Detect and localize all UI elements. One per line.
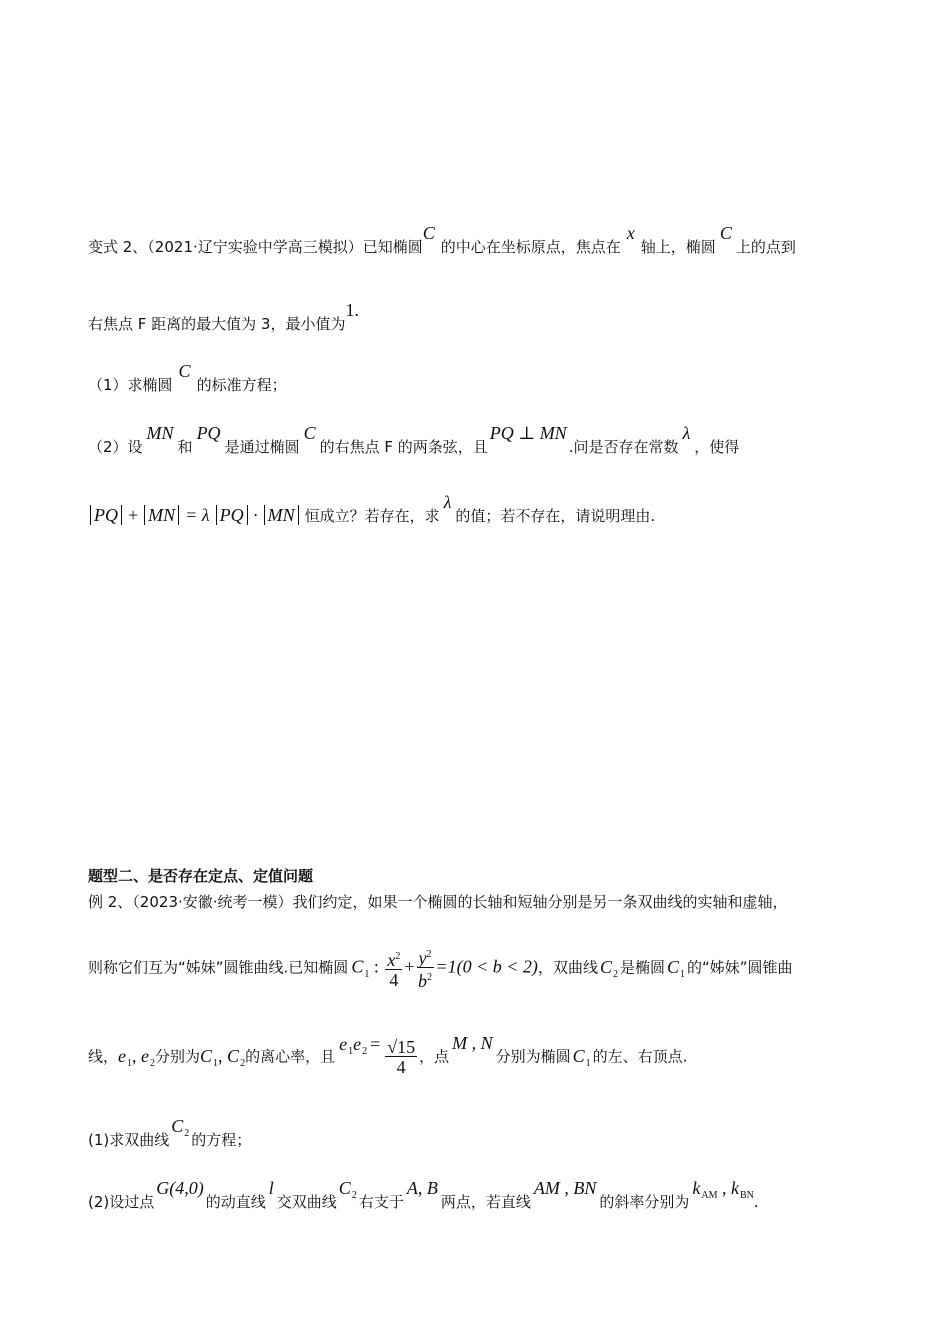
math-sub: 1 <box>364 968 370 980</box>
math-C: C <box>227 1045 240 1066</box>
math-k: k <box>730 1178 739 1198</box>
text: 的动直线 <box>205 1193 266 1211</box>
math-C: C <box>572 1045 585 1066</box>
text: . <box>753 1193 759 1211</box>
math-sub: 2 <box>612 968 618 980</box>
text: ，点 <box>419 1047 450 1066</box>
text: 的标准方程； <box>196 376 287 394</box>
text: 恒成立？若存在，求 <box>304 507 440 525</box>
math-sub: 2 <box>362 1045 368 1057</box>
text: ，双曲线 <box>537 958 598 977</box>
math-e: e <box>339 1033 348 1054</box>
math-C2 <box>339 1178 357 1201</box>
math-G: G(4,0) <box>156 1178 204 1198</box>
text: 是通过椭圆 <box>224 438 300 456</box>
text: 两点，若直线 <box>440 1193 531 1211</box>
math-C2 <box>600 957 618 980</box>
math-sup: 2 <box>395 950 401 962</box>
variant2-q1 <box>88 361 287 395</box>
math-b: b <box>418 971 427 991</box>
math-eq: = <box>370 1033 381 1054</box>
math-product <box>339 1033 419 1077</box>
text: 右支于 <box>358 1193 404 1211</box>
math-C1C2 <box>200 1046 245 1069</box>
math-e: e <box>353 1033 362 1054</box>
math-C2 <box>171 1116 189 1139</box>
text: 的斜率分别为 <box>599 1193 690 1211</box>
math-k: k <box>692 1178 701 1198</box>
math-sup: 2 <box>426 949 432 960</box>
math-MN: M , N <box>452 1032 493 1053</box>
text: .问是否存在常数 <box>568 438 679 456</box>
math-eq-lambda: = λ <box>185 505 210 525</box>
example-line2 <box>88 946 793 991</box>
math-one: 1. <box>345 300 359 320</box>
math-C: C <box>338 1178 351 1198</box>
math-C: C <box>599 956 612 977</box>
math-sub: 1 <box>127 1057 133 1069</box>
math-MN: MN <box>264 505 299 525</box>
math-condition: =1(0 < b < 2) <box>435 956 538 977</box>
math-perp: PQ ⊥ MN <box>489 423 567 443</box>
math-PQ: PQ <box>216 505 248 525</box>
math-C: C <box>200 1045 213 1066</box>
math-C1 <box>667 957 685 980</box>
abs-expression <box>88 505 301 526</box>
math-comma: , <box>717 1178 731 1198</box>
math-dot: · <box>252 505 259 525</box>
math-plus: + <box>404 956 415 977</box>
text: 变式 2、（2021·辽宁实验中学高三模拟）已知椭圆 <box>88 238 423 256</box>
variant2-q2 <box>88 423 740 457</box>
text: 的“姊妹”圆锥曲 <box>687 958 793 977</box>
math-l: l <box>268 1178 274 1198</box>
fraction-sqrt15 <box>385 1038 417 1077</box>
math-C: C <box>171 1116 184 1136</box>
math-e: e <box>141 1045 150 1066</box>
math-sub: 1 <box>680 968 685 980</box>
math-e1e2 <box>118 1046 155 1069</box>
math-four: 4 <box>396 1057 406 1077</box>
math-y: y <box>418 948 427 968</box>
text: 则称它们互为“姊妹”圆锥曲线.已知椭圆 <box>88 958 349 977</box>
text: 右焦点 F 距离的最大值为 3，最小值为 <box>88 315 346 333</box>
math-MN: MN <box>146 423 174 443</box>
math-C: C <box>351 956 364 977</box>
example-line1: 例 2、（2023·安徽·统考一模）我们约定，如果一个椭圆的长轴和短轴分别是另一条双曲线的实轴和虚轴， <box>88 893 788 911</box>
math-PQ: PQ <box>196 423 221 443</box>
text: 的中心在坐标原点，焦点在 <box>440 238 621 256</box>
math-sqrt15: √15 <box>387 1037 416 1057</box>
text: （1）求椭圆 <box>88 376 173 394</box>
math-plus: + <box>128 505 139 525</box>
math-AB: A, B <box>406 1178 438 1198</box>
text: （2）设 <box>88 438 143 456</box>
math-C: C <box>719 223 732 243</box>
math-comma: , <box>218 1045 228 1066</box>
math-ellipse <box>351 946 538 991</box>
math-slopes <box>692 1178 754 1201</box>
text: 分别为 <box>155 1047 201 1066</box>
text: (1)求双曲线 <box>88 1131 170 1149</box>
math-sub: 1 <box>213 1057 219 1069</box>
math-C: C <box>666 956 679 977</box>
math-AMBN: AM , BN <box>533 1178 597 1198</box>
math-comma: , <box>132 1045 142 1066</box>
math-sub: BN <box>739 1190 754 1201</box>
math-sub: 2 <box>150 1057 156 1069</box>
section-heading: 题型二、是否存在定点、定值问题 <box>88 867 314 885</box>
math-PQ: PQ <box>90 505 122 525</box>
math-sub: 1 <box>585 1057 591 1069</box>
math-e: e <box>118 1045 127 1066</box>
text: 上的点到 <box>735 238 796 256</box>
text: 和 <box>177 438 193 456</box>
variant2-q3 <box>88 492 656 526</box>
text: 的离心率，且 <box>245 1047 336 1066</box>
math-sub: 1 <box>348 1045 354 1057</box>
text: 线， <box>88 1047 119 1066</box>
text: ，使得 <box>694 438 740 456</box>
example-line3 <box>88 1032 688 1077</box>
math-MN: MN <box>144 505 179 525</box>
fraction-y <box>417 946 434 991</box>
fraction-x <box>385 948 402 990</box>
text: 的方程； <box>191 1131 252 1149</box>
text: 轴上，椭圆 <box>640 238 716 256</box>
variant2-line1 <box>88 223 796 257</box>
text: 的右焦点 F 的两条弦，且 <box>319 438 488 456</box>
math-four: 4 <box>389 969 399 990</box>
problem-2 <box>88 1178 759 1214</box>
math-sub: 2 <box>351 1190 357 1201</box>
math-sup: 2 <box>427 972 432 983</box>
math-C: C <box>303 423 316 443</box>
text: 交双曲线 <box>276 1193 337 1211</box>
math-sub: AM <box>701 1190 718 1201</box>
text: 的左、右顶点. <box>592 1047 688 1066</box>
math-sub: 2 <box>184 1128 190 1139</box>
text: 的值；若不存在，请说明理由. <box>455 507 656 525</box>
problem-1 <box>88 1116 252 1152</box>
math-x: x <box>626 223 635 243</box>
math-C: C <box>422 223 435 243</box>
text: (2)设过点 <box>88 1193 155 1211</box>
text: 分别为椭圆 <box>495 1047 571 1066</box>
variant2-line2 <box>88 300 359 334</box>
math-sub: 2 <box>240 1057 246 1069</box>
math-lambda: λ <box>682 423 691 443</box>
math-x: x <box>387 949 396 970</box>
text: 是椭圆 <box>619 958 665 977</box>
math-C1 <box>573 1046 591 1069</box>
math-lambda: λ <box>443 492 452 512</box>
math-colon: : <box>369 956 384 977</box>
math-C: C <box>178 361 191 381</box>
